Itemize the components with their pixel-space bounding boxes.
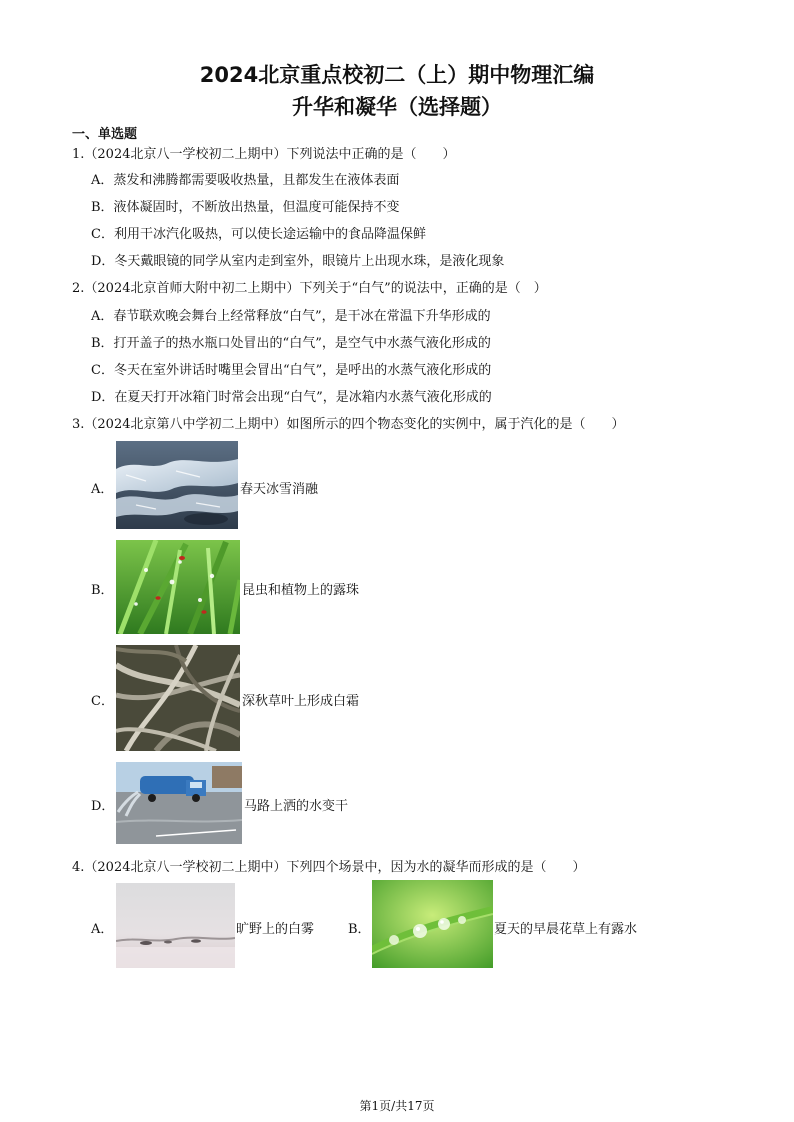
question-2-stem: 2.（2024北京首师大附中初二上期中）下列关于“白气”的说法中，正确的是（ ） [72,281,547,296]
document-subtitle: 升华和凝华（选择题） [292,95,502,119]
dew-grass-image [116,540,240,634]
dew-drops-icon [116,540,240,634]
question-1-option-b: B．液体凝固时，不断放出热量，但温度可能保持不变 [91,200,400,215]
question-1-option-d: D．冬天戴眼镜的同学从室内走到室外，眼镜片上出现水珠，是液化现象 [91,254,505,269]
question-3-option-a-caption: 春天冰雪消融 [240,482,319,497]
section-heading: 一、单选题 [72,127,138,142]
question-2-option-b: B．打开盖子的热水瓶口处冒出的“白气”，是空气中水蒸气液化形成的 [91,336,491,351]
question-4-option-a-caption: 旷野上的白雾 [236,922,315,937]
question-3-stem: 3.（2024北京第八中学初二上期中）如图所示的四个物态变化的实例中，属于汽化的是（ ） [72,417,625,432]
question-4-option-a-label: A． [91,922,114,937]
question-4-option-b-label: B． [348,922,371,937]
melting-ice-image [116,441,238,529]
question-1-option-c: C．利用干冰汽化吸热，可以使长途运输中的食品降温保鲜 [91,227,426,242]
question-4-option-b-caption: 夏天的早晨花草上有露水 [494,922,638,937]
question-3-option-d-caption: 马路上洒的水变干 [244,799,349,814]
morning-dew-image [372,880,493,968]
frost-leaves-icon [116,645,240,751]
fog-icon [116,883,235,968]
field-fog-image [116,883,235,968]
melting-ice-icon [116,441,238,529]
frost-grass-image [116,645,240,751]
road-water-truck-image [116,762,242,844]
question-1-stem: 1.（2024北京八一学校初二上期中）下列说法中正确的是（ ） [72,147,456,162]
question-2-option-a: A．春节联欢晚会舞台上经常释放“白气”，是干冰在常温下升华形成的 [91,309,491,324]
question-4-stem: 4.（2024北京八一学校初二上期中）下列四个场景中，因为水的凝华而形成的是（ ） [72,860,586,875]
question-3-option-a-label: A． [91,482,114,497]
document-title: 2024北京重点校初二（上）期中物理汇编 [199,63,595,87]
question-2-option-d: D．在夏天打开冰箱门时常会出现“白气”，是冰箱内水蒸气液化形成的 [91,390,492,405]
question-2-option-c: C．冬天在室外讲话时嘴里会冒出“白气”，是呼出的水蒸气液化形成的 [91,363,492,378]
question-3-option-b-caption: 昆虫和植物上的露珠 [242,583,360,598]
question-3-option-d-label: D． [91,799,115,814]
question-3-option-c-caption: 深秋草叶上形成白霜 [242,694,360,709]
question-3-option-c-label: C． [91,694,114,709]
dew-drop-icon [372,880,493,968]
page-number: 第1页/共17页 [359,1099,435,1113]
question-3-option-b-label: B． [91,583,114,598]
question-1-option-a: A．蒸发和沸腾都需要吸收热量，且都发生在液体表面 [91,173,400,188]
water-truck-icon [116,762,242,844]
